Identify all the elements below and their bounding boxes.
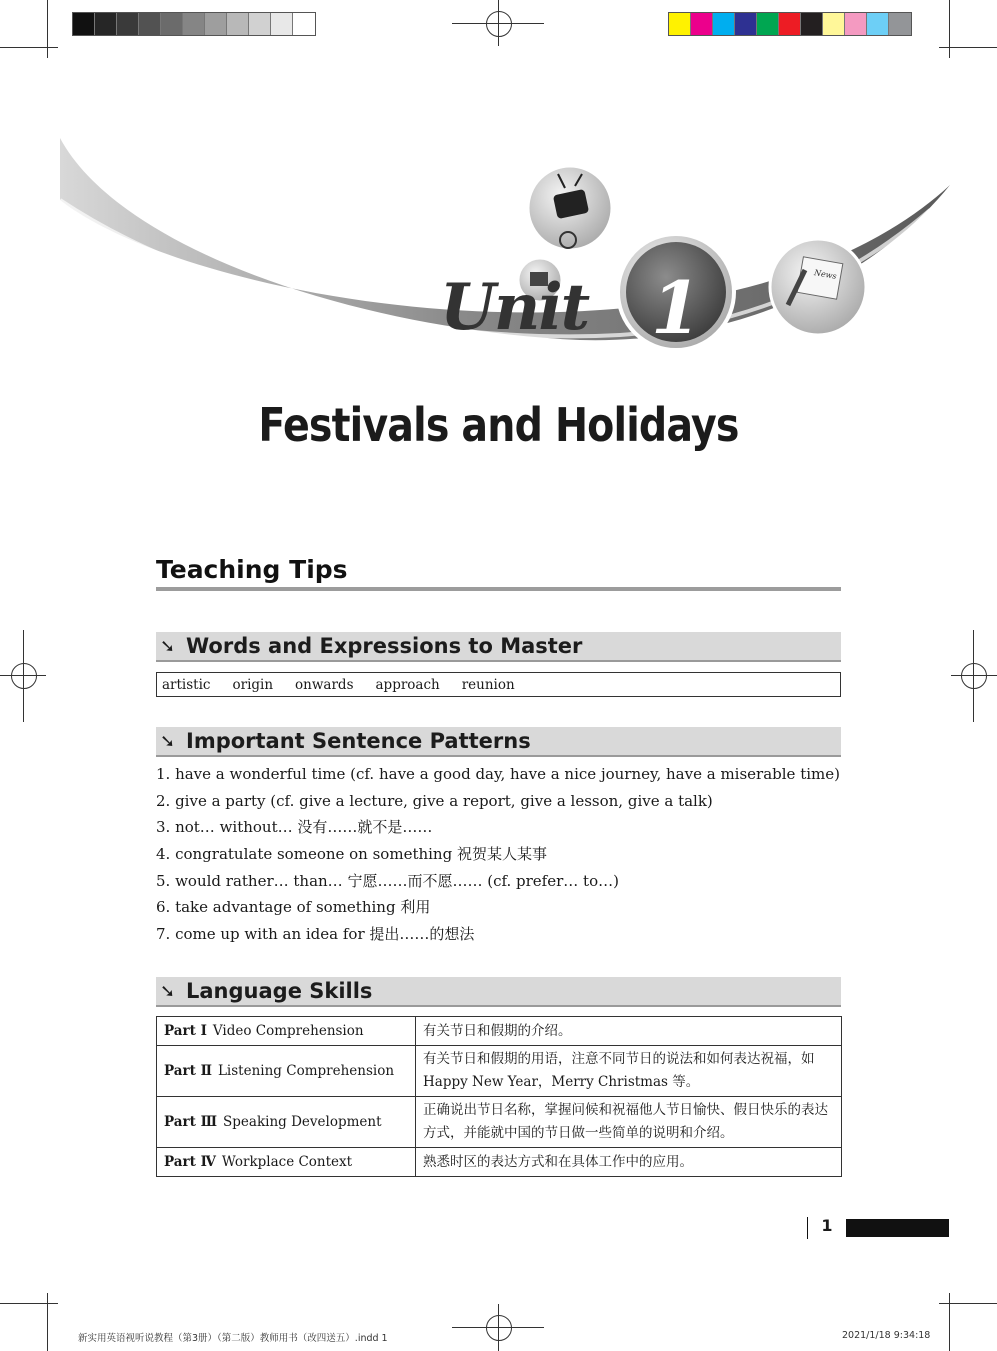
word-item: approach — [375, 676, 440, 693]
color-swatch — [669, 13, 691, 35]
table-row — [157, 1046, 842, 1097]
part-label: Part Ⅱ — [164, 1063, 212, 1079]
unit-number: 1 — [651, 265, 702, 350]
desc-cell: 正确说出节日名称，掌握问候和祝福他人节日愉快、假日快乐的表达方式，并能就中国的节日做一些简单的说明和介绍。 — [416, 1097, 842, 1148]
page-number-bar — [846, 1219, 949, 1237]
unit-word: Unit — [440, 270, 589, 345]
gray-swatch — [183, 13, 205, 35]
part-cell — [157, 1046, 416, 1097]
arrow-icon: ➘ — [160, 980, 176, 1002]
table-row — [157, 1097, 842, 1148]
pattern-item: 7. come up with an idea for 提出……的想法 — [156, 925, 475, 944]
arrow-icon: ➘ — [160, 635, 176, 657]
color-swatch — [735, 13, 757, 35]
part-name: Workplace Context — [221, 1154, 353, 1170]
part-name: Listening Comprehension — [217, 1063, 395, 1079]
color-swatch — [867, 13, 889, 35]
patterns-heading-text: Important Sentence Patterns — [186, 729, 531, 753]
gray-swatch — [293, 13, 315, 35]
arrow-icon: ➘ — [160, 730, 176, 752]
skills-heading-text: Language Skills — [186, 979, 373, 1003]
unit-title: Festivals and Holidays — [258, 398, 739, 452]
gray-swatch — [227, 13, 249, 35]
table-row — [157, 1148, 842, 1177]
pattern-item: 2. give a party (cf. give a lecture, give a report, give a lesson, give a talk) — [156, 791, 713, 810]
word-item: artistic — [162, 676, 211, 693]
skills-heading — [156, 977, 841, 1007]
gray-swatch — [95, 13, 117, 35]
part-label: Part Ⅲ — [164, 1114, 218, 1130]
gray-swatch — [205, 13, 227, 35]
color-swatch — [801, 13, 823, 35]
process-color-bar — [668, 12, 912, 36]
word-item: onwards — [295, 676, 354, 693]
color-swatch — [823, 13, 845, 35]
part-name: Video Comprehension — [212, 1023, 364, 1039]
page-number: 1 — [821, 1216, 833, 1235]
desc-cell: 有关节日和假期的介绍。 — [416, 1017, 842, 1046]
color-swatch — [845, 13, 867, 35]
color-swatch — [713, 13, 735, 35]
gray-swatch — [117, 13, 139, 35]
grayscale-color-bar — [72, 12, 316, 36]
pattern-item: 5. would rather… than… 宁愿……而不愿…… (cf. prefer… to…) — [156, 871, 619, 890]
skills-table — [156, 1016, 842, 1177]
desc-cell: 有关节日和假期的用语，注意不同节日的说法和如何表达祝福，如 Happy New Year，Merry Christmas 等。 — [416, 1046, 842, 1097]
section-title: Teaching Tips — [156, 555, 348, 584]
gray-swatch — [73, 13, 95, 35]
gray-swatch — [271, 13, 293, 35]
pattern-item: 6. take advantage of something 利用 — [156, 898, 431, 917]
gray-swatch — [161, 13, 183, 35]
words-box — [156, 672, 841, 697]
part-cell — [157, 1017, 416, 1046]
patterns-list — [156, 762, 856, 949]
desc-cell: 熟悉时区的表达方式和在具体工作中的应用。 — [416, 1148, 842, 1177]
footer-filename: 新实用英语视听说教程（第3册）（第二版）教师用书（改四送五）.indd 1 — [78, 1333, 388, 1344]
pattern-item: 4. congratulate someone on something 祝贺某人某事 — [156, 845, 547, 864]
table-row — [157, 1017, 842, 1046]
news-label: News — [813, 268, 838, 281]
gray-swatch — [249, 13, 271, 35]
words-heading-text: Words and Expressions to Master — [186, 634, 583, 658]
pattern-item: 1. have a wonderful time (cf. have a good day, have a nice journey, have a miserable time) — [156, 765, 840, 783]
word-item: reunion — [461, 676, 515, 693]
tv-bubble — [528, 166, 612, 250]
part-label: Part Ⅰ — [164, 1023, 207, 1039]
section-rule — [156, 587, 841, 591]
gray-swatch — [139, 13, 161, 35]
part-cell — [157, 1097, 416, 1148]
word-item: origin — [232, 676, 274, 693]
patterns-heading — [156, 727, 841, 757]
part-label: Part Ⅳ — [164, 1154, 216, 1170]
color-swatch — [889, 13, 911, 35]
pattern-item: 3. not… without… 没有……就不是…… — [156, 818, 433, 837]
words-heading — [156, 632, 841, 662]
page-number-separator — [807, 1217, 808, 1239]
color-swatch — [691, 13, 713, 35]
color-swatch — [757, 13, 779, 35]
footer-timestamp: 2021/1/18 9:34:18 — [842, 1330, 931, 1341]
part-name: Speaking Development — [223, 1114, 382, 1130]
news-bubble — [770, 239, 866, 335]
part-cell — [157, 1148, 416, 1177]
color-swatch — [779, 13, 801, 35]
